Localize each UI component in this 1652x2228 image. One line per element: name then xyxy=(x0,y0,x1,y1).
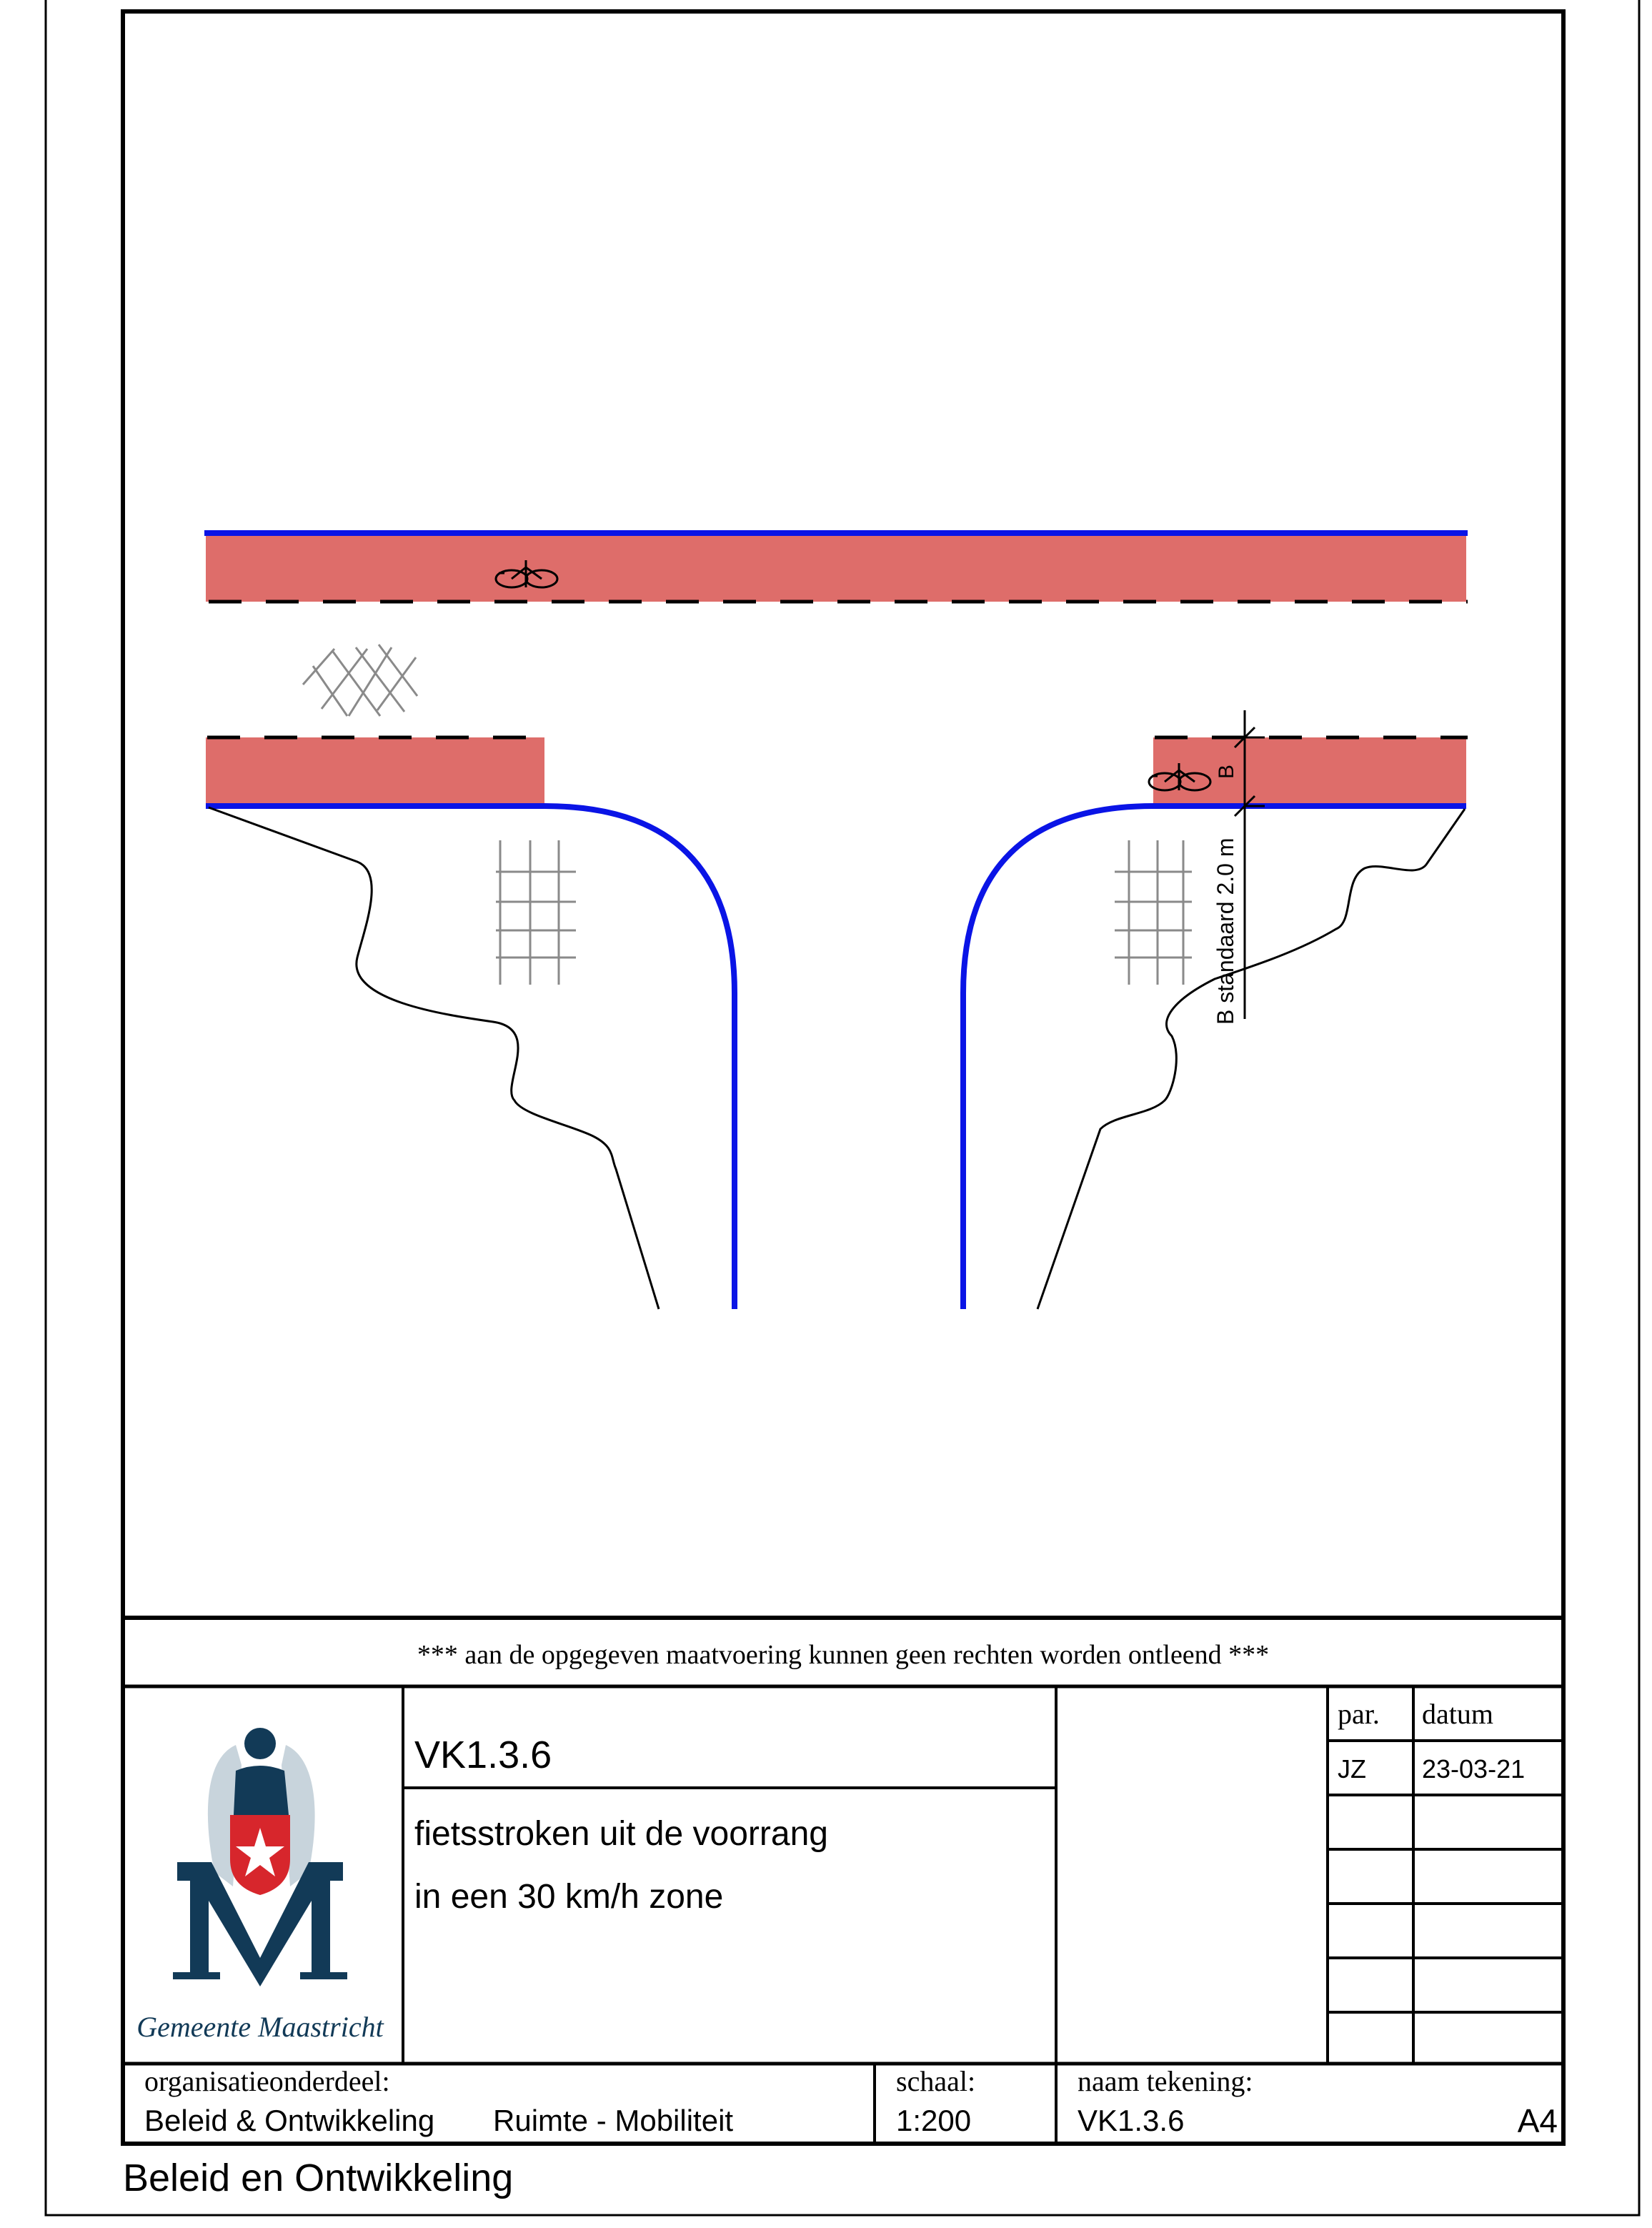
revision-col-par: par. xyxy=(1338,1698,1380,1730)
gemeente-maastricht-logo xyxy=(173,1728,347,1986)
title-block xyxy=(123,1618,1563,2144)
drawing-name-value: VK1.3.6 xyxy=(1078,2104,1185,2137)
tile-grid-right xyxy=(1115,840,1192,985)
revision-col-datum: datum xyxy=(1422,1698,1493,1730)
road-layout xyxy=(204,533,1468,1309)
terrain-boundary-right xyxy=(1038,809,1465,1309)
tile-grid-left xyxy=(496,840,576,985)
page-outer-border xyxy=(46,0,1639,2215)
org-value-2: Ruimte - Mobiliteit xyxy=(493,2104,734,2137)
revision-row-datum: 23-03-21 xyxy=(1422,1754,1526,1784)
cycle-lane-left-lower xyxy=(206,737,544,805)
drawing-name-label: naam tekening: xyxy=(1078,2065,1253,2097)
edge-line-left-corner xyxy=(206,806,735,1309)
terrain-boundary-left xyxy=(209,807,659,1309)
scale-label: schaal: xyxy=(896,2065,976,2097)
hatch-marking xyxy=(303,645,417,716)
dimension-label: B standaard 2.0 m xyxy=(1213,837,1238,1025)
drawing-frame xyxy=(123,11,1563,2144)
revision-row-par: JZ xyxy=(1338,1754,1366,1784)
logo-text: Gemeente Maastricht xyxy=(136,2011,384,2043)
paper-size: A4 xyxy=(1517,2102,1558,2139)
dimension-short-label: B xyxy=(1215,764,1238,780)
cycle-lane-right-lower xyxy=(1153,737,1466,805)
org-value-1: Beleid & Ontwikkeling xyxy=(144,2104,435,2137)
scale-value: 1:200 xyxy=(896,2104,972,2137)
description-line-2: in een 30 km/h zone xyxy=(414,1878,724,1916)
drawing-code-title: VK1.3.6 xyxy=(414,1734,552,1776)
cycle-lane-main-road xyxy=(206,533,1466,602)
disclaimer-text: *** aan de opgegeven maatvoering kunnen geen rechten worden ontleend *** xyxy=(417,1640,1270,1670)
org-label: organisatieonderdeel: xyxy=(144,2065,390,2097)
footer-department: Beleid en Ontwikkeling xyxy=(123,2157,514,2199)
description-line-1: fietsstroken uit de voorrang xyxy=(414,1815,828,1853)
